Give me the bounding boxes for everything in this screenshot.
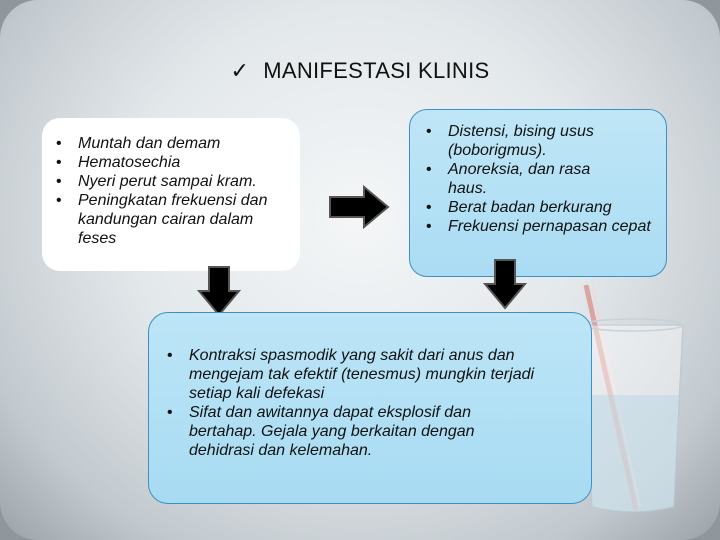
glass-illustration <box>578 285 688 515</box>
bullet-icon: • <box>56 154 62 171</box>
page-title <box>0 58 720 84</box>
bullet-icon: • <box>426 199 432 216</box>
list-item: • Peningkatan frekuensi dan kandungan cairan dalam feses <box>56 192 268 247</box>
list-item: • Anoreksia, dan rasa haus. <box>426 161 591 197</box>
list-item: • Hematosechia <box>56 154 181 171</box>
list-item: • Distensi, bising usus (boborigmus). <box>426 123 594 159</box>
right-symptom-list <box>426 122 662 236</box>
list-item: • Kontraksi spasmodik yang sakit dari anus dan mengejam tak efektif (tenesmus) mungkin terjadi setiap kali defekasi <box>167 347 535 402</box>
left-symptom-list <box>56 134 306 248</box>
right-arrow-icon <box>328 185 390 229</box>
bottom-symptom-list <box>167 346 577 460</box>
list-item: • Frekuensi pernapasan cepat <box>426 218 651 235</box>
list-item: • Sifat dan awitannya dapat eksplosif dan bertahap. Gejala yang berkaitan dengan dehidrasi dan kelemahan. <box>167 404 475 459</box>
bullet-icon: • <box>426 218 432 235</box>
bullet-icon: • <box>56 135 62 152</box>
bullet-icon: • <box>426 123 432 140</box>
down-arrow-icon <box>195 265 243 317</box>
down-arrow-icon <box>481 258 529 310</box>
bullet-icon: • <box>56 192 62 209</box>
list-item: • Nyeri perut sampai kram. <box>56 173 257 190</box>
bullet-icon: • <box>56 173 62 190</box>
list-item: • Muntah dan demam <box>56 135 221 152</box>
title-text: MANIFESTASI KLINIS <box>263 58 490 83</box>
checkmark-icon: ✓ <box>230 59 250 84</box>
bullet-icon: • <box>426 161 432 178</box>
bullet-icon: • <box>167 347 173 364</box>
list-item: • Berat badan berkurang <box>426 199 612 216</box>
bullet-icon: • <box>167 404 173 421</box>
